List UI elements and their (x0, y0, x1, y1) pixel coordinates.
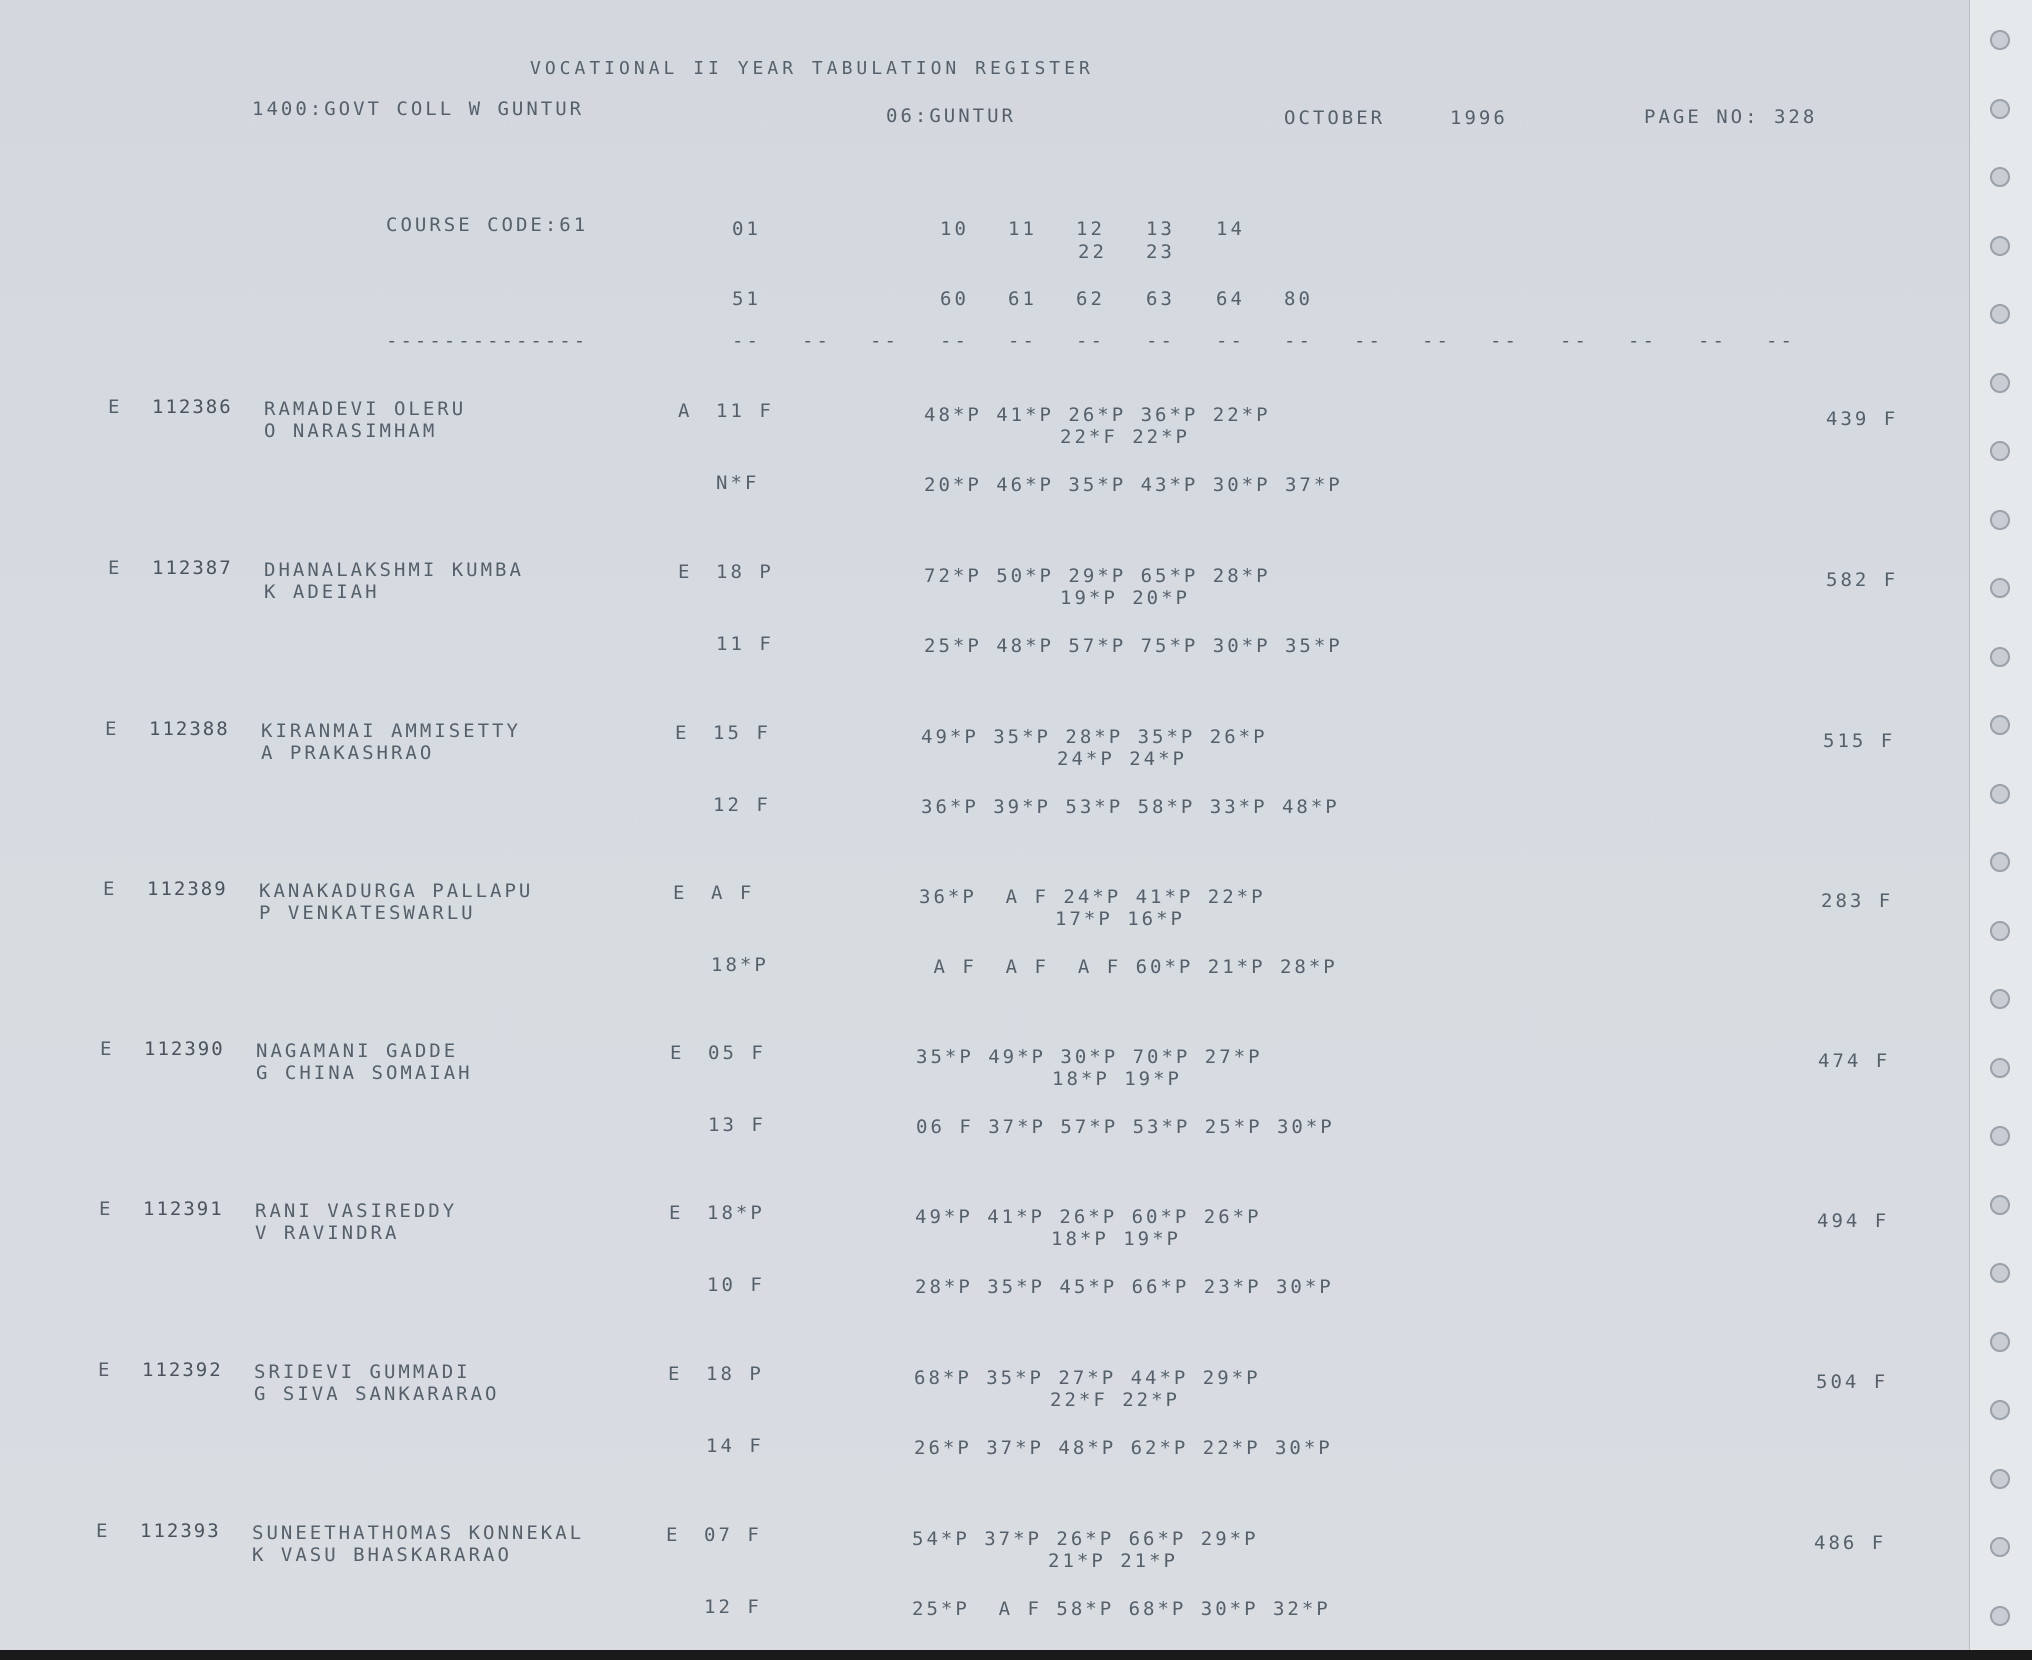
feed-hole (1990, 852, 2010, 872)
feed-hole (1990, 715, 2010, 735)
second-year-subject-marks: 20*P 46*P 35*P 43*P 30*P 37*P (924, 474, 1343, 496)
second-year-subject-marks: 26*P 37*P 48*P 62*P 22*P 30*P (914, 1437, 1333, 1459)
second-year-mark: 18*P (711, 954, 769, 976)
category-code: E (668, 1363, 683, 1385)
separator-dash: -- (1146, 330, 1175, 352)
first-year-subject-marks: 48*P 41*P 26*P 36*P 22*P (924, 404, 1271, 426)
subject-code: 10 (940, 218, 969, 240)
first-year-subject-marks: 36*P A F 24*P 41*P 22*P (919, 886, 1266, 908)
subject-code: 14 (1216, 218, 1245, 240)
feed-hole (1990, 1537, 2010, 1557)
separator-dash: -- (1284, 330, 1313, 352)
father-name: G CHINA SOMAIAH (256, 1062, 473, 1084)
student-name: NAGAMANI GADDE (256, 1040, 459, 1062)
subject-code: 64 (1216, 288, 1245, 310)
student-name: SUNEETHATHOMAS KONNEKAL (252, 1522, 585, 1544)
first-year-subject-marks: 49*P 41*P 26*P 60*P 26*P (915, 1206, 1262, 1228)
first-year-subject-marks-2: 21*P 21*P (1048, 1550, 1178, 1572)
feed-hole (1990, 510, 2010, 530)
first-year-subject-marks-2: 19*P 20*P (1060, 587, 1190, 609)
feed-hole (1990, 578, 2010, 598)
separator-dash: -- (1766, 330, 1795, 352)
registration-number: 112391 (143, 1198, 224, 1220)
feed-hole (1990, 1195, 2010, 1215)
first-year-subject-marks-2: 24*P 24*P (1057, 748, 1187, 770)
record-series: E (108, 396, 123, 418)
feed-hole (1990, 784, 2010, 804)
grand-total: 494 F (1817, 1210, 1890, 1232)
second-year-mark: 10 F (707, 1274, 765, 1296)
first-year-mark: 05 F (708, 1042, 766, 1064)
registration-number: 112386 (152, 396, 233, 418)
separator-dash: -- (1008, 330, 1037, 352)
first-year-mark: 18 P (716, 561, 774, 583)
first-year-mark: 18*P (707, 1202, 765, 1224)
registration-number: 112393 (140, 1520, 221, 1542)
second-year-mark: 12 F (713, 794, 771, 816)
separator-dash: -- (1076, 330, 1105, 352)
father-name: O NARASIMHAM (264, 420, 438, 442)
second-year-subject-marks: 36*P 39*P 53*P 58*P 33*P 48*P (921, 796, 1340, 818)
first-year-subject-marks-2: 17*P 16*P (1055, 908, 1185, 930)
feed-hole (1990, 1126, 2010, 1146)
first-year-subject-marks: 68*P 35*P 27*P 44*P 29*P (914, 1367, 1261, 1389)
father-name: A PRAKASHRAO (261, 742, 435, 764)
subject-code: 11 (1008, 218, 1037, 240)
first-year-subject-marks-2: 18*P 19*P (1051, 1228, 1181, 1250)
first-year-subject-marks: 72*P 50*P 29*P 65*P 28*P (924, 565, 1271, 587)
subject-code: 62 (1076, 288, 1105, 310)
grand-total: 474 F (1818, 1050, 1891, 1072)
feed-hole (1990, 373, 2010, 393)
record-series: E (99, 1198, 114, 1220)
subject-code: 60 (940, 288, 969, 310)
registration-number: 112387 (152, 557, 233, 579)
subject-code: 22 (1078, 241, 1107, 263)
separator-dash: -- (1354, 330, 1383, 352)
grand-total: 504 F (1816, 1371, 1889, 1393)
subject-code: 80 (1284, 288, 1313, 310)
feed-hole (1990, 304, 2010, 324)
subject-code: 01 (732, 218, 761, 240)
record-series: E (96, 1520, 111, 1542)
grand-total: 486 F (1814, 1532, 1887, 1554)
category-code: E (675, 722, 690, 744)
first-year-mark: A F (711, 882, 755, 904)
exam-year: 1996 (1450, 107, 1508, 129)
student-name: KIRANMAI AMMISETTY (261, 720, 521, 742)
feed-hole (1990, 1263, 2010, 1283)
first-year-mark: 18 P (706, 1363, 764, 1385)
student-name: RAMADEVI OLERU (264, 398, 467, 420)
subject-code: 13 (1146, 218, 1175, 240)
category-code: A (678, 400, 693, 422)
student-name: DHANALAKSHMI KUMBA (264, 559, 524, 581)
feed-hole (1990, 1332, 2010, 1352)
father-name: G SIVA SANKARARAO (254, 1383, 500, 1405)
feed-hole (1990, 1058, 2010, 1078)
page-number: PAGE NO: 328 (1644, 106, 1818, 128)
category-code: E (673, 882, 688, 904)
second-year-subject-marks: 25*P A F 58*P 68*P 30*P 32*P (912, 1598, 1331, 1620)
feed-hole (1990, 989, 2010, 1009)
feed-hole (1990, 236, 2010, 256)
subject-code: 23 (1146, 241, 1175, 263)
first-year-subject-marks: 35*P 49*P 30*P 70*P 27*P (916, 1046, 1263, 1068)
student-name: KANAKADURGA PALLAPU (259, 880, 534, 902)
first-year-subject-marks: 49*P 35*P 28*P 35*P 26*P (921, 726, 1268, 748)
feed-hole (1990, 167, 2010, 187)
grand-total: 283 F (1821, 890, 1894, 912)
separator-dash: -- (1560, 330, 1589, 352)
category-code: E (678, 561, 693, 583)
exam-month: OCTOBER (1284, 107, 1386, 129)
registration-number: 112388 (149, 718, 230, 740)
feed-hole (1990, 99, 2010, 119)
first-year-mark: 11 F (716, 400, 774, 422)
father-name: P VENKATESWARLU (259, 902, 476, 924)
subject-code: 61 (1008, 288, 1037, 310)
first-year-mark: 15 F (713, 722, 771, 744)
page-edge (0, 1650, 2032, 1660)
course-code-underline: -------------- (386, 330, 589, 352)
father-name: K ADEIAH (264, 581, 380, 603)
father-name: K VASU BHASKARARAO (252, 1544, 512, 1566)
separator-dash: -- (1216, 330, 1245, 352)
feed-hole (1990, 30, 2010, 50)
subject-code: 51 (732, 288, 761, 310)
second-year-mark: 14 F (706, 1435, 764, 1457)
second-year-subject-marks: 25*P 48*P 57*P 75*P 30*P 35*P (924, 635, 1343, 657)
second-year-subject-marks: 06 F 37*P 57*P 53*P 25*P 30*P (916, 1116, 1335, 1138)
grand-total: 439 F (1826, 408, 1899, 430)
father-name: V RAVINDRA (255, 1222, 400, 1244)
feed-hole (1990, 441, 2010, 461)
separator-dash: -- (802, 330, 831, 352)
grand-total: 515 F (1823, 730, 1896, 752)
separator-dash: -- (870, 330, 899, 352)
student-name: RANI VASIREDDY (255, 1200, 458, 1222)
separator-dash: -- (940, 330, 969, 352)
college-code: 1400:GOVT COLL W GUNTUR (252, 98, 585, 120)
registration-number: 112389 (147, 878, 228, 900)
second-year-subject-marks: A F A F A F 60*P 21*P 28*P (919, 956, 1338, 978)
first-year-subject-marks-2: 18*P 19*P (1052, 1068, 1182, 1090)
feed-hole (1990, 921, 2010, 941)
second-year-mark: 11 F (716, 633, 774, 655)
student-name: SRIDEVI GUMMADI (254, 1361, 471, 1383)
second-year-mark: N*F (716, 472, 760, 494)
feed-hole (1990, 647, 2010, 667)
separator-dash: -- (732, 330, 761, 352)
record-series: E (98, 1359, 113, 1381)
separator-dash: -- (1490, 330, 1519, 352)
registration-number: 112392 (142, 1359, 223, 1381)
separator-dash: -- (1698, 330, 1727, 352)
second-year-mark: 13 F (708, 1114, 766, 1136)
tractor-feed-margin (1969, 0, 2032, 1650)
first-year-subject-marks-2: 22*F 22*P (1050, 1389, 1180, 1411)
subject-code: 12 (1076, 218, 1105, 240)
first-year-subject-marks-2: 22*F 22*P (1060, 426, 1190, 448)
record-series: E (103, 878, 118, 900)
feed-hole (1990, 1400, 2010, 1420)
grand-total: 582 F (1826, 569, 1899, 591)
course-code-label: COURSE CODE:61 (386, 214, 589, 236)
second-year-subject-marks: 28*P 35*P 45*P 66*P 23*P 30*P (915, 1276, 1334, 1298)
category-code: E (666, 1524, 681, 1546)
first-year-subject-marks: 54*P 37*P 26*P 66*P 29*P (912, 1528, 1259, 1550)
feed-hole (1990, 1606, 2010, 1626)
first-year-mark: 07 F (704, 1524, 762, 1546)
feed-hole (1990, 1469, 2010, 1489)
separator-dash: -- (1422, 330, 1451, 352)
separator-dash: -- (1628, 330, 1657, 352)
category-code: E (670, 1042, 685, 1064)
district-code: 06:GUNTUR (886, 105, 1016, 127)
registration-number: 112390 (144, 1038, 225, 1060)
subject-code: 63 (1146, 288, 1175, 310)
second-year-mark: 12 F (704, 1596, 762, 1618)
register-title: VOCATIONAL II YEAR TABULATION REGISTER (530, 58, 1094, 79)
record-series: E (105, 718, 120, 740)
record-series: E (108, 557, 123, 579)
record-series: E (100, 1038, 115, 1060)
category-code: E (669, 1202, 684, 1224)
